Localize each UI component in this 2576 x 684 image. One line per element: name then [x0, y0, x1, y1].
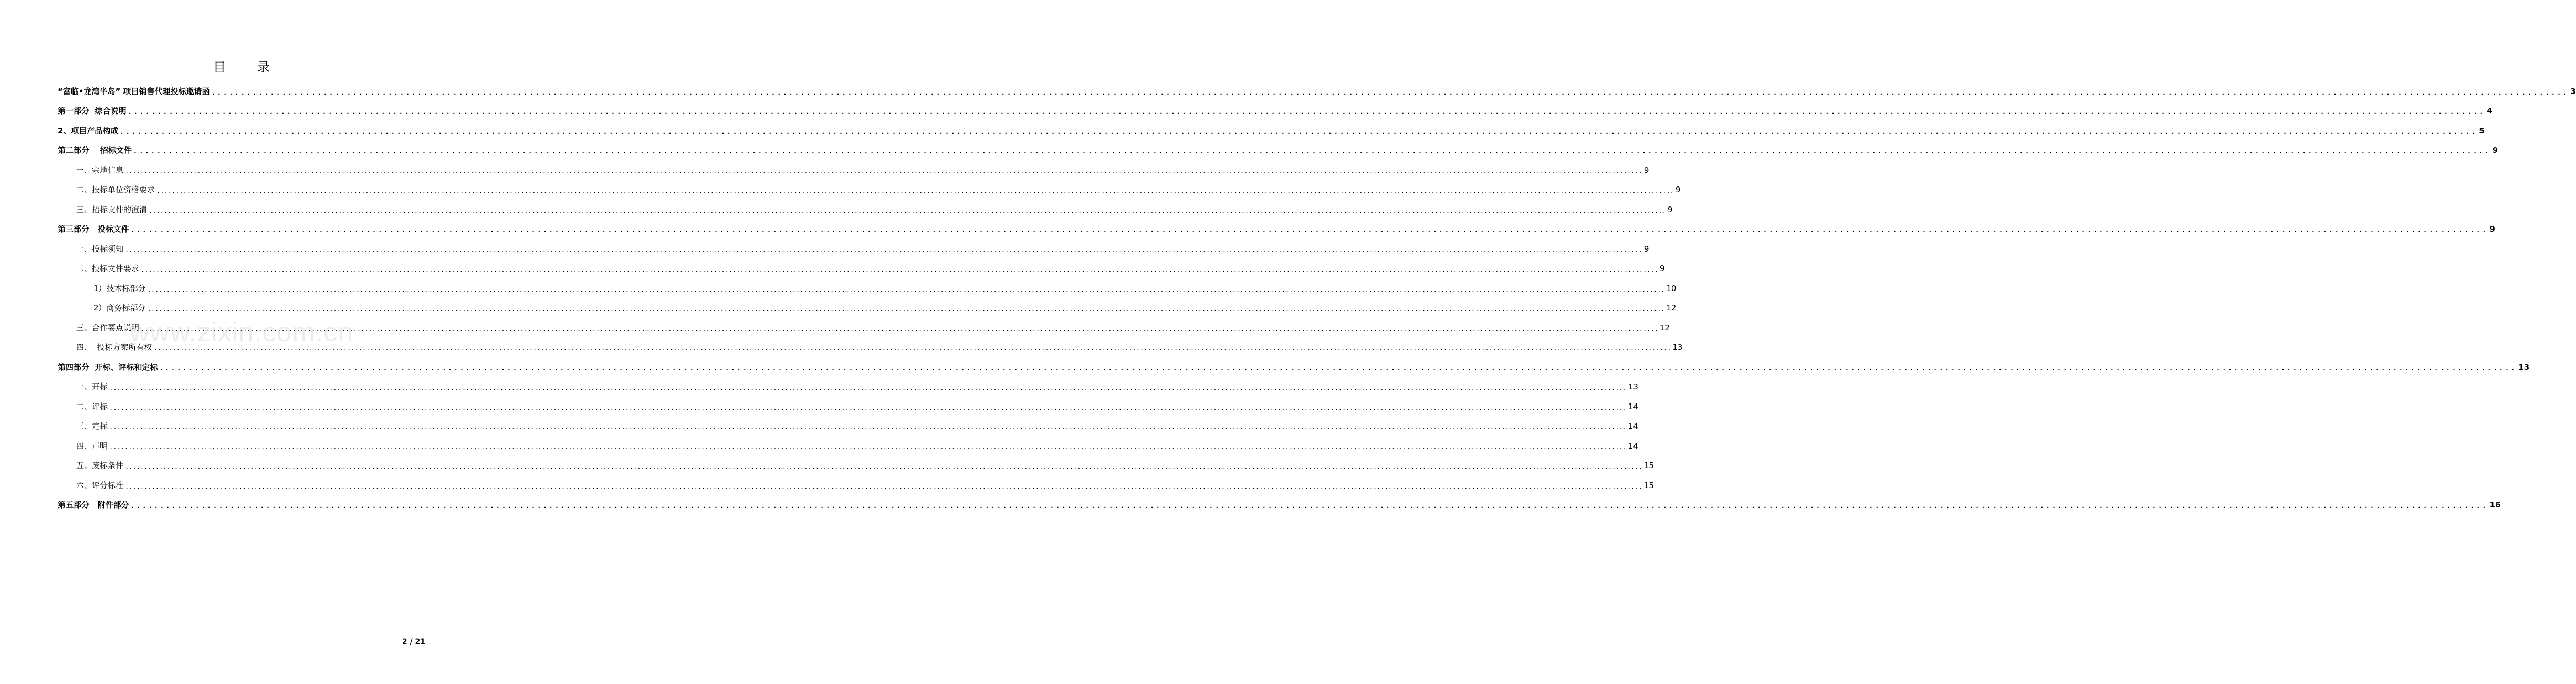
toc-entry-page: 12 [1666, 303, 1677, 313]
toc-entry-label: 五、废标条件 [76, 461, 124, 470]
toc-entry[interactable] [58, 473, 1654, 493]
toc-leader-dots: ................................................................................................................................................................................................................................................................................................................................................................................................................ [141, 266, 1658, 273]
toc-entry-page: 5 [2479, 126, 2485, 136]
toc-entry-page: 15 [1643, 461, 1654, 470]
toc-entry-label: 三、合作要点说明 [76, 323, 140, 333]
toc-leader-dots: ................................................................................................................................................................................................................................................................................................................................................................................................................ [211, 88, 2569, 96]
toc-leader-dots: ................................................................................................................................................................................................................................................................................................................................................................................................................ [125, 482, 1642, 490]
toc-entry-label: “富临•龙湾半岛” 项目销售代理投标邀请函 [58, 86, 210, 96]
toc-entry-label: 三、招标文件的澄清 [76, 204, 148, 214]
toc-leader-dots: ................................................................................................................................................................................................................................................................................................................................................................................................................ [141, 325, 1658, 333]
toc-entry-page: 14 [1628, 441, 1638, 451]
toc-entry[interactable] [58, 433, 1638, 453]
toc-entry-label: 1）技术标部分 [93, 283, 146, 293]
table-of-contents [58, 79, 2576, 512]
toc-leader-dots: ................................................................................................................................................................................................................................................................................................................................................................................................................ [156, 187, 1674, 194]
toc-entry[interactable] [58, 375, 1638, 395]
toc-entry[interactable] [58, 493, 2501, 513]
toc-leader-dots: ................................................................................................................................................................................................................................................................................................................................................................................................................ [109, 443, 1627, 451]
toc-leader-dots: ................................................................................................................................................................................................................................................................................................................................................................................................................ [109, 403, 1627, 411]
toc-entry-label: 第四部分 开标、评标和定标 [58, 362, 158, 372]
toc-entry[interactable] [58, 256, 1665, 276]
toc-entry-label: 三、定标 [76, 421, 108, 431]
toc-entry-page: 3 [2570, 86, 2576, 96]
toc-leader-dots: ................................................................................................................................................................................................................................................................................................................................................................................................................ [125, 167, 1642, 175]
toc-entry-label: 第二部分 招标文件 [58, 146, 132, 155]
watermark: www.zixin.com.cn [129, 317, 354, 348]
toc-entry-label: 二、评标 [76, 401, 108, 411]
toc-entry-label: 四、 投标方案所有权 [76, 343, 152, 352]
toc-leader-dots: ................................................................................................................................................................................................................................................................................................................................................................................................................ [130, 502, 2488, 510]
page-title: 目录 [213, 60, 301, 75]
toc-entry-label: 二、投标单位资格要求 [76, 185, 155, 194]
toc-leader-dots: ................................................................................................................................................................................................................................................................................................................................................................................................................ [147, 285, 1665, 293]
toc-entry-page: 9 [1643, 244, 1649, 254]
toc-entry[interactable] [58, 394, 1638, 414]
toc-entry-page: 4 [2487, 106, 2493, 116]
toc-leader-dots: ................................................................................................................................................................................................................................................................................................................................................................................................................ [125, 463, 1642, 470]
toc-leader-dots: ................................................................................................................................................................................................................................................................................................................................................................................................................ [125, 246, 1642, 254]
toc-entry[interactable] [58, 217, 2495, 237]
toc-entry[interactable] [58, 118, 2485, 138]
toc-entry-label: 第五部分 附件部分 [58, 500, 129, 510]
toc-entry[interactable] [58, 138, 2498, 158]
toc-leader-dots: ................................................................................................................................................................................................................................................................................................................................................................................................................ [147, 305, 1665, 313]
toc-entry-label: 六、评分标准 [76, 480, 124, 490]
toc-entry-page: 9 [1659, 264, 1665, 273]
toc-entry[interactable] [58, 99, 2493, 119]
toc-entry[interactable] [58, 296, 1677, 316]
toc-entry-page: 13 [1628, 382, 1638, 391]
toc-entry-page: 13 [2518, 362, 2530, 372]
toc-entry-page: 9 [2492, 146, 2498, 155]
toc-entry-page: 15 [1643, 480, 1654, 490]
toc-entry-page: 9 [1667, 204, 1673, 214]
toc-entry[interactable] [58, 178, 1681, 198]
toc-entry-page: 9 [1643, 165, 1649, 175]
toc-leader-dots: ................................................................................................................................................................................................................................................................................................................................................................................................................ [128, 108, 2486, 116]
toc-entry-page: 9 [1675, 185, 1681, 194]
toc-leader-dots: ................................................................................................................................................................................................................................................................................................................................................................................................................ [109, 384, 1627, 391]
toc-entry-page: 14 [1628, 421, 1638, 431]
toc-entry-page: 14 [1628, 401, 1638, 411]
toc-entry[interactable] [58, 414, 1638, 434]
toc-leader-dots: ................................................................................................................................................................................................................................................................................................................................................................................................................ [120, 128, 2478, 136]
toc-entry[interactable] [58, 158, 1649, 178]
toc-leader-dots: ................................................................................................................................................................................................................................................................................................................................................................................................................ [159, 364, 2517, 372]
toc-entry[interactable] [58, 453, 1654, 473]
toc-entry-label: 二、投标文件要求 [76, 264, 140, 273]
page-number: 2 / 21 [402, 638, 425, 646]
toc-entry[interactable] [58, 236, 1649, 256]
toc-entry-page: 12 [1659, 323, 1670, 333]
toc-leader-dots: ................................................................................................................................................................................................................................................................................................................................................................................................................ [133, 148, 2491, 155]
toc-entry-label: 2、项目产品构成 [58, 126, 119, 136]
toc-leader-dots: ................................................................................................................................................................................................................................................................................................................................................................................................................ [149, 206, 1666, 214]
toc-entry-label: 第三部分 投标文件 [58, 224, 129, 234]
toc-entry-page: 16 [2489, 500, 2501, 510]
toc-entry-label: 四、声明 [76, 441, 108, 451]
toc-entry-label: 一、开标 [76, 382, 108, 391]
toc-entry[interactable] [58, 355, 2530, 375]
toc-entry[interactable] [58, 276, 1677, 296]
toc-leader-dots: ................................................................................................................................................................................................................................................................................................................................................................................................................ [153, 345, 1671, 352]
toc-entry-page: 9 [2489, 224, 2495, 234]
toc-leader-dots: ................................................................................................................................................................................................................................................................................................................................................................................................................ [109, 423, 1627, 431]
toc-entry-label: 一、宗地信息 [76, 165, 124, 175]
toc-entry[interactable] [58, 197, 1673, 217]
toc-leader-dots: ................................................................................................................................................................................................................................................................................................................................................................................................................ [130, 226, 2488, 234]
toc-entry-page: 13 [1672, 343, 1683, 352]
toc-entry-label: 第一部分 综合说明 [58, 106, 127, 116]
toc-entry-page: 10 [1666, 283, 1677, 293]
toc-entry[interactable] [58, 79, 2576, 99]
toc-entry-label: 一、投标须知 [76, 244, 124, 254]
toc-entry-label: 2）商务标部分 [93, 303, 146, 313]
